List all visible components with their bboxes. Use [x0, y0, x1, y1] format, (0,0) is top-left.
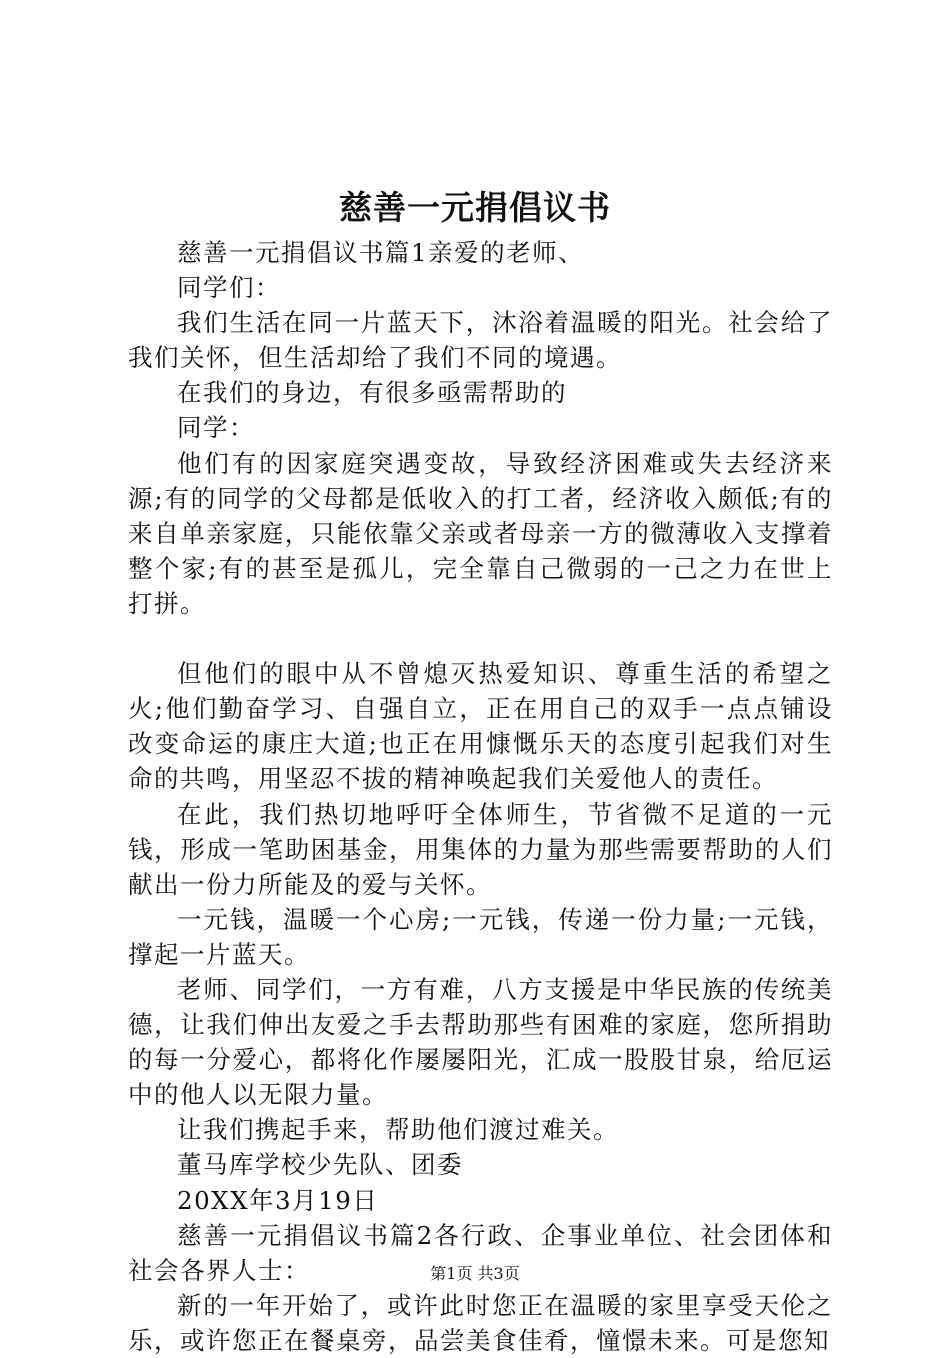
paragraph-5: 同学：: [177, 413, 255, 443]
paragraph-1: 慈善一元捐倡议书篇1亲爱的老师、: [177, 238, 585, 267]
paragraph-3: 我们生活在同一片蓝天下，沐浴着温暖的阳光。社会给了我们关怀，但生活却给了我们不同的境遇。: [128, 308, 833, 373]
signature-date: 20XX年3月19日: [177, 1185, 379, 1215]
paragraph-6: 他们有的因家庭突遇变故，导致经济困难或失去经济来源;有的同学的父母都是低收入的打工者，经济收入颇低;有的来自单亲家庭，只能依靠父亲或者母亲一方的微薄收入支撑着整个家;有的甚至是孤儿，完全靠自己微弱的一己之力在世上打拼。: [128, 448, 833, 618]
document-body: [128, 235, 833, 1358]
paragraph-13: 新的一年开始了，或许此时您正在温暖的家里享受天伦之乐，或许您正在餐桌旁，品尝美食佳肴，憧憬未来。可是您知: [128, 1290, 833, 1355]
paragraph-9: 一元钱，温暖一个心房;一元钱，传递一份力量;一元钱，撑起一片蓝天。: [128, 904, 833, 969]
paragraph-11: 让我们携起手来，帮助他们渡过难关。: [177, 1115, 619, 1145]
paragraph-8: 在此，我们热切地呼吁全体师生，节省微不足道的一元钱，形成一笔助困基金，用集体的力量为那些需要帮助的人们献出一份力所能及的爱与关怀。: [128, 799, 833, 899]
page-footer: 第1页 共3页: [430, 1264, 520, 1283]
document-title: 慈善一元捐倡议书: [339, 188, 611, 227]
paragraph-4: 在我们的身边，有很多亟需帮助的: [177, 378, 567, 408]
paragraph-7: 但他们的眼中从不曾熄灭热爱知识、尊重生活的希望之火;他们勤奋学习、自强自立，正在用自己的双手一点点铺设改变命运的康庄大道;也正在用慷慨乐天的态度引起我们对生命的共鸣，用坚忍不拔的精神唤起我们关爱他人的责任。: [128, 659, 833, 794]
signature-organization: 董马库学校少先队、团委: [177, 1150, 463, 1180]
paragraph-12: 慈善一元捐倡议书篇2各行政、企事业单位、社会团体和社会各界人士：: [128, 1220, 833, 1285]
paragraph-10: 老师、同学们，一方有难，八方支援是中华民族的传统美德，让我们伸出友爱之手去帮助那些有困难的家庭，您所捐助的每一分爱心，都将化作屡屡阳光，汇成一股股甘泉，给厄运中的他人以无限力量。: [128, 974, 833, 1110]
paragraph-gap: [128, 621, 833, 656]
paragraph-2: 同学们：: [177, 273, 281, 303]
